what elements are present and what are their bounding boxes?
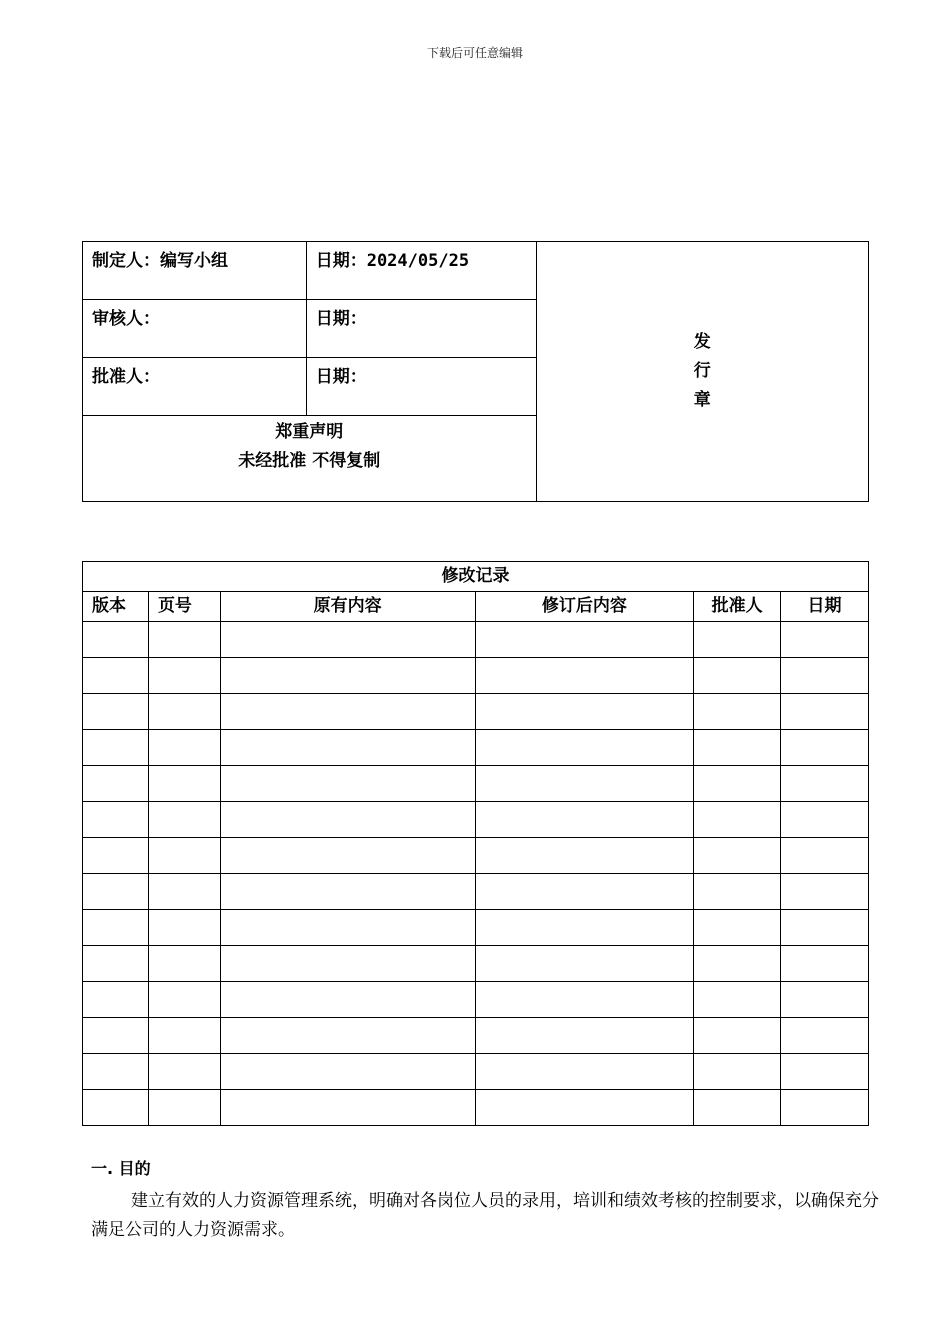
- table-cell: [148, 838, 220, 874]
- table-cell: [220, 946, 475, 982]
- revision-record-table: [82, 561, 869, 1126]
- notice-text: 未经批准 不得复制: [238, 451, 381, 471]
- table-cell: [148, 802, 220, 838]
- table-cell: [694, 946, 781, 982]
- table-cell: [220, 694, 475, 730]
- table-cell: [781, 730, 869, 766]
- table-cell: [781, 1090, 869, 1126]
- table-cell: [220, 982, 475, 1018]
- issue-stamp-cell: [536, 242, 869, 502]
- table-cell: [475, 1018, 694, 1054]
- table-row: [83, 694, 869, 730]
- table-cell: [781, 1054, 869, 1090]
- stamp-char: 发: [693, 332, 711, 352]
- table-cell: [475, 838, 694, 874]
- table-cell: [781, 658, 869, 694]
- signoff-table: [82, 241, 869, 502]
- table-cell: [475, 694, 694, 730]
- table-row: [83, 982, 869, 1018]
- table-cell: [220, 910, 475, 946]
- table-cell: [83, 730, 149, 766]
- table-cell: [83, 946, 149, 982]
- table-cell: [220, 1018, 475, 1054]
- table-cell: [694, 838, 781, 874]
- col-header: 修订后内容: [475, 592, 694, 622]
- table-cell: [83, 982, 149, 1018]
- table-cell: [148, 946, 220, 982]
- table-cell: [694, 766, 781, 802]
- table-cell: [148, 910, 220, 946]
- table-cell: [781, 694, 869, 730]
- table-cell: [475, 658, 694, 694]
- table-cell: [475, 1054, 694, 1090]
- table-cell: [83, 802, 149, 838]
- notice-title: 郑重声明: [275, 422, 344, 442]
- table-cell: [781, 910, 869, 946]
- table-cell: [475, 982, 694, 1018]
- table-cell: [220, 874, 475, 910]
- col-header: 原有内容: [220, 592, 475, 622]
- table-row: [83, 658, 869, 694]
- table-cell: [83, 1090, 149, 1126]
- table-cell: [148, 982, 220, 1018]
- table-cell: [148, 1054, 220, 1090]
- table-cell: [83, 658, 149, 694]
- table-cell: [475, 730, 694, 766]
- col-header: 版本: [83, 592, 149, 622]
- table-cell: [220, 622, 475, 658]
- table-row: [83, 1018, 869, 1054]
- table-cell: [220, 838, 475, 874]
- table-cell: [83, 1018, 149, 1054]
- table-row: [83, 1090, 869, 1126]
- revision-rows: [83, 622, 869, 1126]
- reviewed-by-cell: 审核人：: [83, 300, 307, 358]
- table-cell: [781, 874, 869, 910]
- table-cell: [83, 910, 149, 946]
- table-cell: [148, 694, 220, 730]
- table-cell: [148, 766, 220, 802]
- col-header: 页号: [148, 592, 220, 622]
- col-header: 批准人: [694, 592, 781, 622]
- table-cell: [694, 1090, 781, 1126]
- stamp-char: 章: [693, 390, 711, 410]
- table-cell: [475, 622, 694, 658]
- table-cell: [83, 694, 149, 730]
- table-row: [83, 838, 869, 874]
- header-note: 下载后可任意编辑: [426, 46, 523, 60]
- table-cell: [148, 1090, 220, 1126]
- table-cell: [694, 982, 781, 1018]
- table-cell: [475, 802, 694, 838]
- table-cell: [220, 766, 475, 802]
- table-row: [83, 874, 869, 910]
- table-cell: [475, 946, 694, 982]
- table-row: [83, 910, 869, 946]
- table-cell: [148, 1018, 220, 1054]
- table-cell: [694, 802, 781, 838]
- prepared-date-cell: 日期：2024/05/25: [306, 242, 536, 300]
- table-row: [83, 802, 869, 838]
- table-cell: [475, 874, 694, 910]
- table-cell: [83, 874, 149, 910]
- table-cell: [694, 658, 781, 694]
- table-cell: [83, 766, 149, 802]
- table-cell: [475, 910, 694, 946]
- table-cell: [148, 658, 220, 694]
- table-cell: [781, 1018, 869, 1054]
- table-cell: [694, 1018, 781, 1054]
- table-cell: [83, 622, 149, 658]
- section-purpose: [91, 1156, 891, 1245]
- table-cell: [694, 910, 781, 946]
- table-cell: [148, 874, 220, 910]
- table-cell: [83, 1054, 149, 1090]
- table-cell: [220, 802, 475, 838]
- table-row: [83, 730, 869, 766]
- copyright-notice-cell: [83, 416, 537, 502]
- prepared-by-cell: 制定人：编写小组: [83, 242, 307, 300]
- reviewed-date-cell: 日期：: [306, 300, 536, 358]
- col-header: 日期: [781, 592, 869, 622]
- table-cell: [781, 622, 869, 658]
- table-cell: [694, 730, 781, 766]
- section-body: 建立有效的人力资源管理系统，明确对各岗位人员的录用，培训和绩效考核的控制要求，以确保充分满足公司的人力资源需求。: [91, 1191, 879, 1240]
- table-cell: [83, 838, 149, 874]
- table-row: [83, 622, 869, 658]
- table-cell: [148, 730, 220, 766]
- table-cell: [781, 982, 869, 1018]
- approved-date-cell: 日期：: [306, 358, 536, 416]
- table-cell: [148, 622, 220, 658]
- stamp-char: 行: [693, 361, 711, 381]
- table-cell: [781, 802, 869, 838]
- table-cell: [694, 622, 781, 658]
- table-cell: [694, 694, 781, 730]
- approved-by-cell: 批准人：: [83, 358, 307, 416]
- table-cell: [781, 766, 869, 802]
- table-row: [83, 946, 869, 982]
- table-cell: [220, 730, 475, 766]
- table-row: [83, 766, 869, 802]
- table-cell: [220, 658, 475, 694]
- revision-title: 修改记录: [83, 562, 869, 592]
- table-cell: [781, 838, 869, 874]
- table-cell: [694, 874, 781, 910]
- table-cell: [475, 766, 694, 802]
- table-cell: [694, 1054, 781, 1090]
- table-cell: [220, 1054, 475, 1090]
- table-cell: [781, 946, 869, 982]
- table-cell: [475, 1090, 694, 1126]
- table-row: [83, 1054, 869, 1090]
- table-cell: [220, 1090, 475, 1126]
- section-heading: 一. 目的: [91, 1159, 151, 1178]
